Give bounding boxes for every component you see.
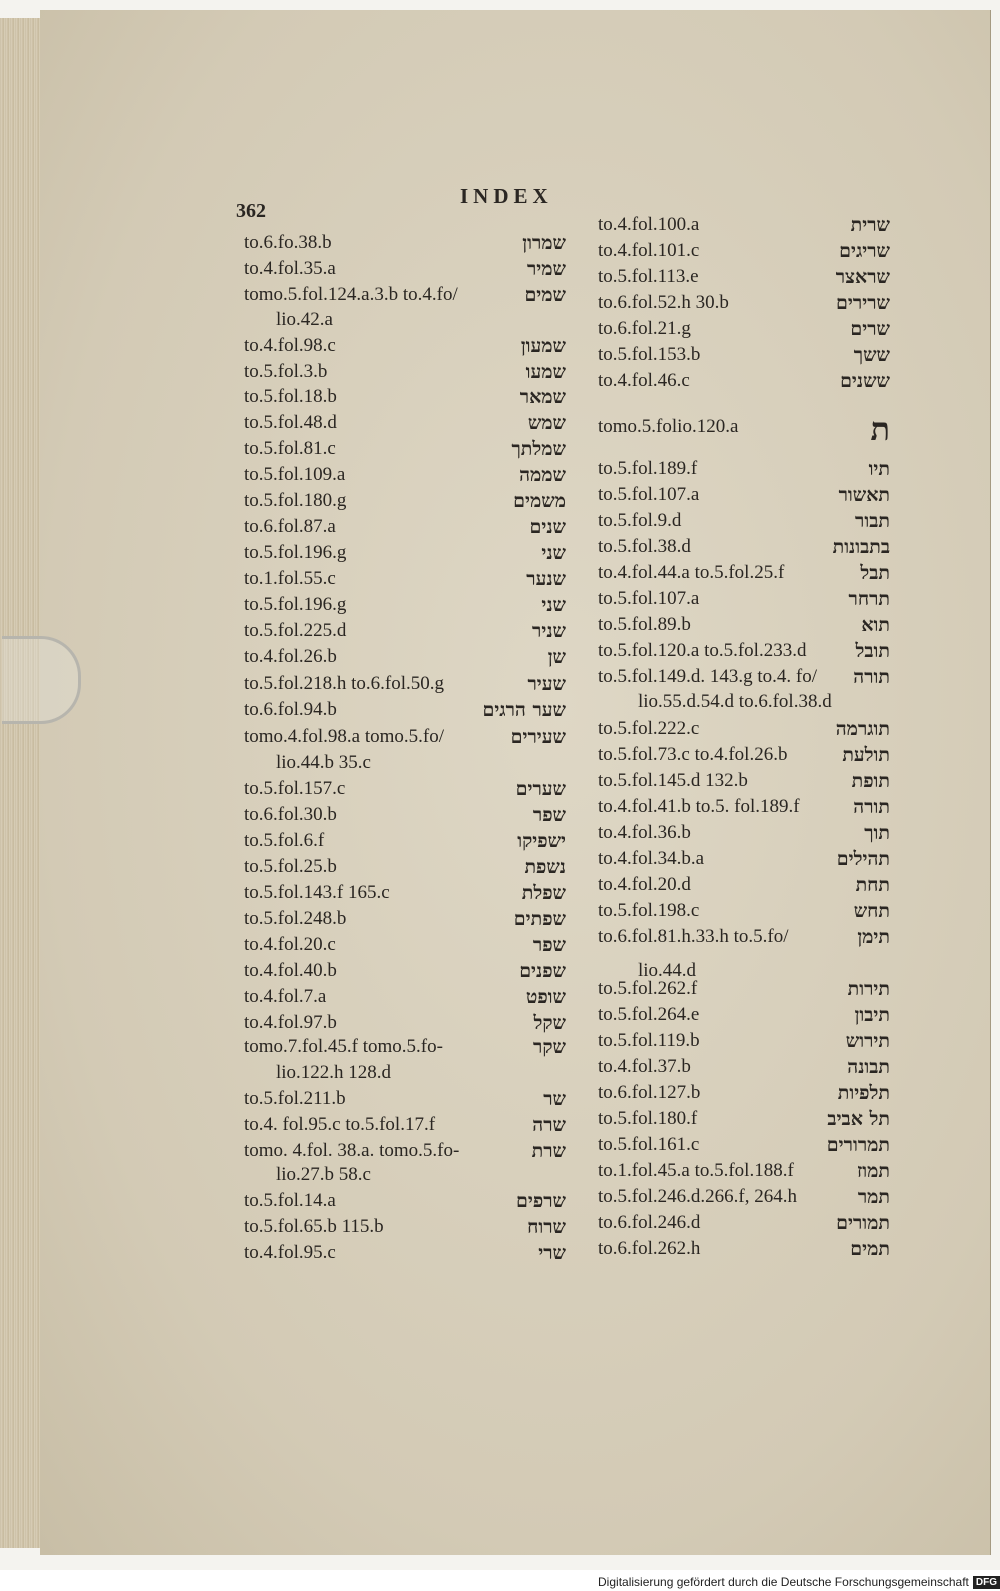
hebrew-term: שפלת [521, 882, 566, 904]
page-header: INDEX [460, 184, 553, 208]
folio-reference: to.5.fol.262.f [598, 978, 698, 999]
hebrew-term: ישפיקו [517, 830, 566, 852]
hebrew-term: שריגים [839, 240, 890, 262]
hebrew-term: תבל [860, 562, 890, 584]
right-entry [598, 1030, 890, 1056]
left-entry [244, 620, 566, 646]
hebrew-term: שקר [533, 1036, 566, 1058]
hebrew-term: שער הרגים [482, 699, 566, 721]
book-edge [0, 18, 42, 1548]
folio-reference: to.5.fol.180.f [598, 1108, 698, 1129]
folio-reference: to.6.fol.52.h 30.b [598, 292, 729, 313]
folio-reference: to.4.fol.101.c [598, 240, 700, 261]
folio-reference: to.4.fol.97.b [244, 1012, 337, 1033]
right-entry [598, 344, 890, 370]
right-entry [598, 1056, 890, 1082]
hebrew-term: תמים [850, 1238, 890, 1260]
page-number: 362 [236, 200, 266, 222]
hebrew-term: שמים [524, 284, 566, 306]
left-continuation-3: lio.122.h 128.d [276, 1062, 392, 1083]
folio-reference: tomo.4.fol.98.a tomo.5.fo/ [244, 726, 445, 747]
right-entry [598, 822, 890, 848]
right-entry [598, 874, 890, 900]
left-entry [244, 1216, 566, 1242]
left-entry [244, 1140, 566, 1166]
hebrew-term: ששך [853, 344, 890, 366]
left-entry [244, 1190, 566, 1216]
right-entry [598, 796, 890, 822]
right-entry [598, 1238, 890, 1264]
hebrew-term: שמעו [525, 361, 566, 383]
hebrew-term: תבונה [847, 1056, 890, 1078]
hebrew-term: שמרון [522, 232, 566, 254]
folio-reference: to.6.fo.38.b [244, 232, 332, 253]
left-entry [244, 986, 566, 1012]
hebrew-term: שפר [532, 934, 566, 956]
hebrew-term: שרפים [516, 1190, 566, 1212]
digitization-footer [598, 1573, 1000, 1591]
hebrew-term: תלפיות [837, 1082, 890, 1104]
left-continuation-4: lio.27.b 58.c [276, 1164, 371, 1185]
hebrew-term: תהילים [836, 848, 890, 870]
right-entry [598, 292, 890, 318]
left-entry [244, 232, 566, 258]
hebrew-term: שערים [515, 778, 566, 800]
right-entry [598, 510, 890, 536]
hebrew-term: שמאר [519, 386, 566, 408]
hebrew-term: תאשור [838, 484, 890, 506]
folio-reference: tomo. 4.fol. 38.a. tomo.5.fo- [244, 1140, 460, 1161]
hebrew-term: תובל [855, 640, 890, 662]
left-entry [244, 361, 566, 387]
right-entry [598, 318, 890, 344]
folio-reference: to.5.fol.143.f 165.c [244, 882, 390, 903]
folio-reference: to.5.fol.81.c [244, 438, 336, 459]
left-entry [244, 673, 566, 699]
hebrew-term: שפר [532, 804, 566, 826]
hebrew-term: שעיר [527, 673, 566, 695]
folio-reference: to.4.fol.37.b [598, 1056, 691, 1077]
folio-reference: to.5.fol.222.c [598, 718, 700, 739]
folio-reference: to.5.fol.107.a [598, 588, 700, 609]
hebrew-term: תירוש [845, 1030, 890, 1052]
right-entry [598, 848, 890, 874]
hebrew-term: תבור [855, 510, 890, 532]
hebrew-term: שמעון [520, 335, 566, 357]
folio-reference: to.5.fol.157.c [244, 778, 346, 799]
hebrew-term: תיבון [854, 1004, 890, 1026]
hebrew-term: שמלתך [511, 438, 566, 460]
left-entry [244, 568, 566, 594]
hebrew-term: שנים [529, 516, 566, 538]
left-entry [244, 646, 566, 672]
hebrew-term: תל אביב [827, 1108, 890, 1130]
folio-reference: to.5.fol.198.c [598, 900, 700, 921]
folio-reference: to.4.fol.36.b [598, 822, 691, 843]
left-continuation-2: lio.44.b 35.c [276, 752, 371, 773]
folio-reference: to.4.fol.40.b [244, 960, 337, 981]
right-entry [598, 240, 890, 266]
hebrew-term: משמים [513, 490, 566, 512]
right-entry [598, 458, 890, 484]
right-entry [598, 1186, 890, 1212]
folio-reference: to.5.fol.264.e [598, 1004, 700, 1025]
hebrew-term: תחת [855, 874, 890, 896]
left-entry [244, 1036, 566, 1062]
hebrew-term: תוגרמה [835, 718, 890, 740]
footer-text: Digitalisierung gefördert durch die Deutsche Forschungsgemeinschaft [598, 1575, 969, 1589]
hebrew-term: תחש [853, 900, 890, 922]
left-entry [244, 542, 566, 568]
folio-reference: to.4.fol.46.c [598, 370, 690, 391]
left-entry [244, 490, 566, 516]
hebrew-term: תיו [868, 458, 890, 480]
folio-reference: to.5.fol.218.h to.6.fol.50.g [244, 673, 445, 694]
right-entry [598, 266, 890, 292]
folio-reference: to.5.fol.6.f [244, 830, 325, 851]
folio-reference: to.5.fol.196.g [244, 594, 347, 615]
right-entry [598, 1082, 890, 1108]
folio-reference: to.5.fol.145.d 132.b [598, 770, 748, 791]
hebrew-term: שרית [850, 214, 890, 236]
hebrew-term: תמרורים [826, 1134, 890, 1156]
hebrew-term: שרוח [527, 1216, 566, 1238]
left-entry [244, 1088, 566, 1114]
left-entry [244, 386, 566, 412]
hebrew-term: שרה [532, 1114, 566, 1136]
hebrew-term: שנער [526, 568, 566, 590]
folio-reference: to.5.fol.14.a [244, 1190, 336, 1211]
hebrew-term: שר [543, 1088, 566, 1110]
hebrew-term: תורה [853, 666, 890, 688]
hebrew-term: שמש [527, 412, 566, 434]
hebrew-term: תמוז [856, 1160, 890, 1182]
left-entry [244, 804, 566, 830]
folio-reference: to.5.fol.248.b [244, 908, 347, 929]
left-entry [244, 412, 566, 438]
folio-reference: to.5.fol.113.e [598, 266, 699, 287]
folio-reference: to.5.fol.109.a [244, 464, 346, 485]
folio-reference: to.5.fol.161.c [598, 1134, 700, 1155]
right-entry [598, 1004, 890, 1030]
right-entry [598, 1134, 890, 1160]
folio-reference: to.5.fol.180.g [244, 490, 347, 511]
left-entry [244, 1242, 566, 1268]
right-entry [598, 900, 890, 926]
left-entry [244, 699, 566, 725]
right-entry [598, 484, 890, 510]
hebrew-term: שופט [525, 986, 566, 1008]
hebrew-term: תורה [853, 796, 890, 818]
folio-reference: to.5.fol.89.b [598, 614, 691, 635]
folio-reference: tomo.7.fol.45.f tomo.5.fo- [244, 1036, 443, 1057]
hebrew-term: שראצר [835, 266, 890, 288]
folio-reference: to.4.fol.26.b [244, 646, 337, 667]
hebrew-term: תמר [857, 1186, 890, 1208]
folio-reference: to.4.fol.34.b.a [598, 848, 705, 869]
folio-reference: to.5.fol.211.b [244, 1088, 346, 1109]
folio-reference: to.5.fol.48.d [244, 412, 337, 433]
folio-reference: to.4.fol.7.a [244, 986, 327, 1007]
right-entry [598, 614, 890, 640]
folio-reference: tomo.5.folio.120.a [598, 416, 739, 437]
hebrew-term: שרים [850, 318, 890, 340]
folio-reference: to.6.fol.94.b [244, 699, 337, 720]
hebrew-term: שממה [519, 464, 566, 486]
left-entry [244, 464, 566, 490]
hebrew-term: שפנים [519, 960, 566, 982]
hebrew-term: תופת [851, 770, 890, 792]
hebrew-term: תולעת [842, 744, 890, 766]
right-entry [598, 370, 890, 396]
left-entry [244, 594, 566, 620]
folio-reference: to.5.fol.3.b [244, 361, 328, 382]
hebrew-term: ת [870, 410, 890, 448]
left-entry [244, 882, 566, 908]
right-entry [598, 640, 890, 666]
folio-reference: to.5.fol.246.d.266.f, 264.h [598, 1186, 797, 1207]
right-entry [598, 1212, 890, 1238]
left-entry [244, 856, 566, 882]
hebrew-term: שעירים [510, 726, 566, 748]
folio-reference: to.1.fol.55.c [244, 568, 336, 589]
hebrew-term: ששנים [840, 370, 890, 392]
folio-reference: to.5.fol.38.d [598, 536, 691, 557]
folio-reference: to.4.fol.44.a to.5.fol.25.f [598, 562, 785, 583]
hebrew-term: תימן [857, 926, 890, 948]
right-entry [598, 1108, 890, 1134]
folio-reference: to.1.fol.45.a to.5.fol.188.f [598, 1160, 794, 1181]
hebrew-term: שני [541, 542, 566, 564]
right-entry [598, 562, 890, 588]
folio-reference: tomo.5.fol.124.a.3.b to.4.fo/ [244, 284, 458, 305]
folio-reference: to.5.fol.225.d [244, 620, 347, 641]
folio-reference: to.5.fol.18.b [244, 386, 337, 407]
hebrew-term: שמיר [526, 258, 566, 280]
folio-reference: to.5.fol.120.a to.5.fol.233.d [598, 640, 807, 661]
right-entry [598, 410, 890, 448]
right-entry [598, 744, 890, 770]
left-entry [244, 934, 566, 960]
folio-reference: to.5.fol.189.f [598, 458, 698, 479]
folio-reference: to.5.fol.73.c to.4.fol.26.b [598, 744, 788, 765]
hebrew-term: תרחר [848, 588, 890, 610]
folio-reference: to.5.fol.196.g [244, 542, 347, 563]
folio-reference: to.5.fol.9.d [598, 510, 682, 531]
left-entry [244, 335, 566, 361]
folio-reference: to.4.fol.20.d [598, 874, 691, 895]
left-entry [244, 830, 566, 856]
paper-clip-icon [2, 636, 81, 724]
left-continuation-1: lio.42.a [276, 309, 333, 330]
right-entry [598, 1160, 890, 1186]
right-entry [598, 770, 890, 796]
hebrew-term: שקל [533, 1012, 566, 1034]
hebrew-term: שרירים [836, 292, 890, 314]
hebrew-term: נשפת [524, 856, 566, 878]
left-entry [244, 726, 566, 752]
hebrew-term: שרי [538, 1242, 566, 1264]
right-entry [598, 588, 890, 614]
folio-reference: to.6.fol.246.d [598, 1212, 701, 1233]
right-continuation-2: lio.44.d [638, 960, 697, 981]
folio-reference: to.4.fol.95.c [244, 1242, 336, 1263]
folio-reference: to.5.fol.65.b 115.b [244, 1216, 384, 1237]
hebrew-term: בתבונות [832, 536, 890, 558]
hebrew-term: שני [541, 594, 566, 616]
hebrew-term: שן [547, 646, 566, 668]
left-entry [244, 438, 566, 464]
left-entry [244, 778, 566, 804]
folio-reference: to.6.fol.21.g [598, 318, 691, 339]
hebrew-term: תירות [847, 978, 890, 1000]
left-entry [244, 284, 566, 310]
right-entry [598, 666, 890, 692]
right-entry [598, 536, 890, 562]
left-entry [244, 1114, 566, 1140]
folio-reference: to.6.fol.262.h [598, 1238, 701, 1259]
hebrew-term: שפתים [513, 908, 566, 930]
right-continuation-1: lio.55.d.54.d to.6.fol.38.d [638, 691, 832, 712]
folio-reference: to.4.fol.20.c [244, 934, 336, 955]
folio-reference: to.5.fol.149.d. 143.g to.4. fo/ [598, 666, 818, 687]
left-entry [244, 516, 566, 542]
hebrew-term: שניר [532, 620, 566, 642]
folio-reference: to.5.fol.119.b [598, 1030, 700, 1051]
left-entry [244, 258, 566, 284]
right-entry [598, 926, 890, 952]
folio-reference: to.4.fol.35.a [244, 258, 336, 279]
folio-reference: to.4.fol.41.b to.5. fol.189.f [598, 796, 800, 817]
folio-reference: to.6.fol.30.b [244, 804, 337, 825]
left-entry [244, 960, 566, 986]
folio-reference: to.4.fol.100.a [598, 214, 700, 235]
hebrew-term: שרת [531, 1140, 566, 1162]
folio-reference: to.4.fol.98.c [244, 335, 336, 356]
folio-reference: to.4. fol.95.c to.5.fol.17.f [244, 1114, 436, 1135]
folio-reference: to.5.fol.153.b [598, 344, 701, 365]
left-entry [244, 1012, 566, 1038]
right-entry [598, 718, 890, 744]
folio-reference: to.6.fol.81.h.33.h to.5.fo/ [598, 926, 789, 947]
dfg-logo: DFG [973, 1576, 1000, 1589]
right-entry [598, 214, 890, 240]
hebrew-term: תוא [861, 614, 890, 636]
folio-reference: to.6.fol.87.a [244, 516, 336, 537]
hebrew-term: תמורים [836, 1212, 890, 1234]
folio-reference: to.5.fol.107.a [598, 484, 700, 505]
hebrew-term: תוך [864, 822, 890, 844]
folio-reference: to.5.fol.25.b [244, 856, 337, 877]
left-entry [244, 908, 566, 934]
folio-reference: to.6.fol.127.b [598, 1082, 701, 1103]
